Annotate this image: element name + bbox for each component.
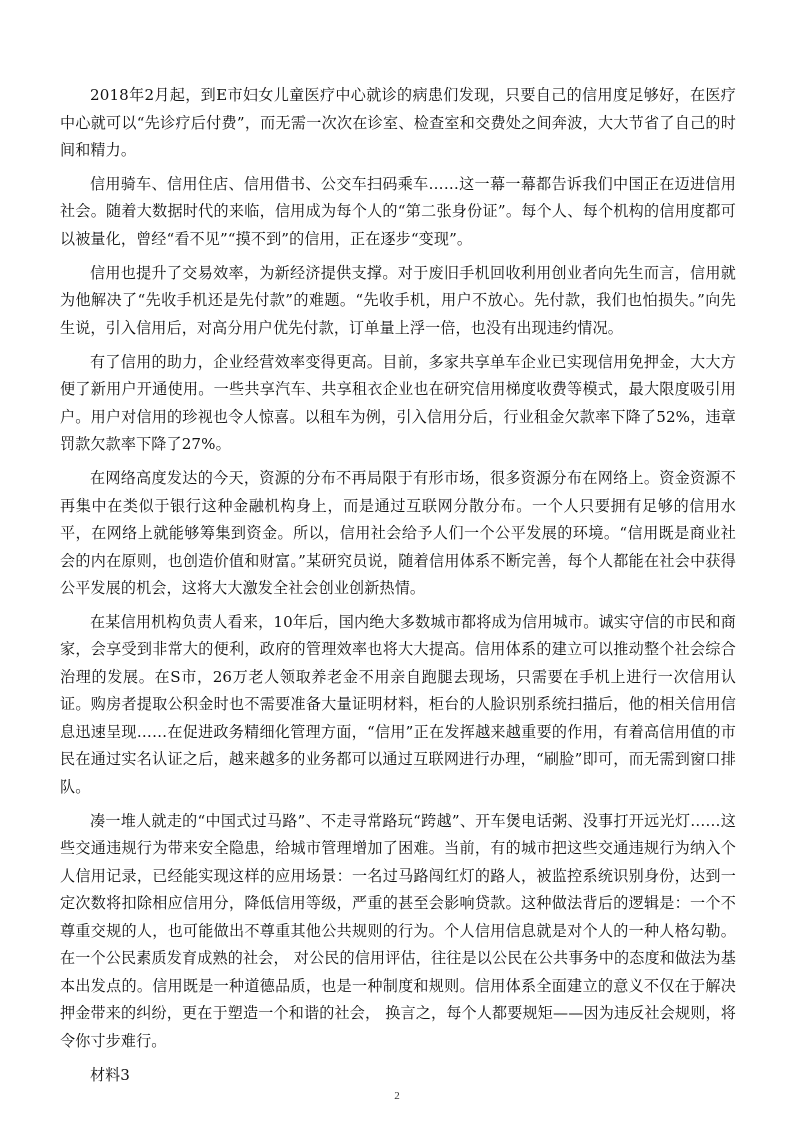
paragraph-credit-society: 信用骑车、信用住店、信用借书、公交车扫码乘车……这一幕一幕都告诉我们中国正在迈进信用社会。随着大数据时代的来临，信用成为每个人的“第二张身份证”。每个人、每个机构的信用度都可以被量化，曾经“看不见”“摸不到”的信用，正在逐步“变现”。: [60, 174, 736, 248]
paragraph-hospital-credit: 2018年2月起，到E市妇女儿童医疗中心就诊的病患们发现，只要自己的信用度足够好，在医疗中心就可以“先诊疗后付费”，而无需一次次在诊室、检查室和交费处之间奔波，大大节省了自己的时间和精力。: [60, 86, 736, 159]
paragraph-traffic-violations: 凑一堆人就走的“中国式过马路”、不走寻常路玩“跨越”、开车煲电话粥、没事打开远光灯……这些交通违规行为带来安全隐患，给城市管理增加了困难。当前，有的城市把这些交通违规行为纳入个人信用记录，已经能实现这样的应用场景：一名过马路闯红灯的路人，被监控系统识别身份，达到一定次数将扣除相应信用分，降低信用等级，严重的甚至会影响贷款。这种做法背后的逻辑是：一个不尊重交规的人，也可能做出不尊重其他公共规则的行为。个人信用信息就是对个人的一种人格勾勒。在一个公民素质发育成熟的社会， 对公民的信用评估，往往是以公民在公共事务中的态度和做法为基本出发点的。信用既是一种道德品质，也是一种制度和规则。信用体系全面建立的意义不仅在于解决押金带来的纠纷，更在于塑造一个和谐的社会， 换言之，每个人都要规矩——因为违反社会规则，将令你寸步难行。: [60, 811, 736, 1050]
paragraph-business-efficiency: 有了信用的助力，企业经营效率变得更高。目前，多家共享单车企业已实现信用免押金，大大方便了新用户开通使用。一些共享汽车、共享租衣企业也在研究信用梯度收费等模式，最大限度吸引用户。用户对信用的珍视也令人惊喜。以租车为例，引入信用分后，行业租金欠款率下降了52%，违章罚款欠款率下降了27%。: [60, 352, 736, 454]
paragraph-transaction-efficiency: 信用也提升了交易效率，为新经济提供支撑。对于废旧手机回收利用创业者向先生而言，信用就为他解决了“先收手机还是先付款”的难题。“先收手机，用户不放心。先付款，我们也怕损失。”向先生说，引入信用后，对高分用户优先付款，订单量上浮一倍，也没有出现违约情况。: [60, 263, 736, 337]
page-number: 2: [394, 1090, 400, 1102]
article-body: [60, 82, 736, 1089]
paragraph-network-resources: 在网络高度发达的今天，资源的分布不再局限于有形市场，很多资源分布在网络上。资金资源不再集中在类似于银行这种金融机构身上，而是通过互联网分散分布。一个人只要拥有足够的信用水平，在网络上就能够筹集到资金。所以，信用社会给予人们一个公平发展的环境。“信用既是商业社会的内在原则，也创造价值和财富。”某研究员说，随着信用体系不断完善，每个人都能在社会中获得公平发展的机会，这将大大激发全社会创业创新热情。: [60, 469, 736, 598]
section-label: 材料3: [90, 1065, 130, 1084]
paragraph-credit-city: 在某信用机构负责人看来，10年后，国内绝大多数城市都将成为信用城市。诚实守信的市民和商家，会享受到非常大的便利，政府的管理效率也将大大提高。信用体系的建立可以推动整个社会综合治理的发展。在S市，26万老人领取养老金不用亲自跑腿去现场，只需要在手机上进行一次信用认证。购房者提取公积金时也不需要准备大量证明材料，柜台的人脸识别系统扫描后，他的相关信用信息迅速呈现……在促进政务精细化管理方面，“信用”正在发挥越来越重要的作用，有着高信用值的市民在通过实名认证之后，越来越多的业务都可以通过互联网进行办理，“刷脸”即可，而无需到窗口排队。: [60, 612, 736, 796]
